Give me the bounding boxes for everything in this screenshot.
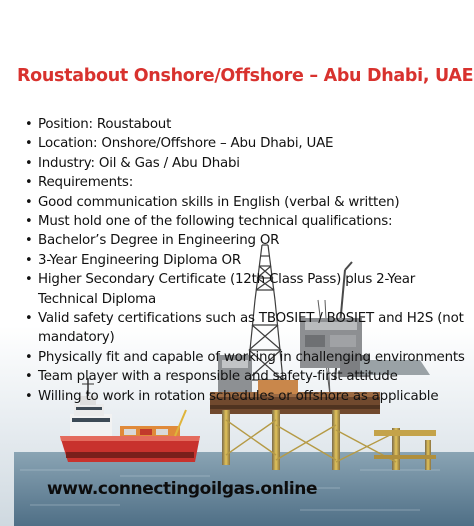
- bullet-icon: •: [25, 233, 33, 249]
- list-item: [24, 154, 470, 173]
- bullet-icon: •: [25, 252, 33, 268]
- list-item: [24, 309, 470, 348]
- list-item: [24, 387, 470, 406]
- list-item: [24, 115, 470, 134]
- list-item-text: Good communication skills in English (verbal & written): [38, 194, 400, 210]
- list-item-text: Higher Secondary Certificate (12th Class Pass) plus 2-Year Technical Diploma: [38, 272, 416, 307]
- bullet-icon: •: [25, 117, 33, 132]
- bullet-icon: •: [25, 136, 33, 152]
- bullet-icon: •: [25, 155, 33, 171]
- list-item-text: Valid safety certifications such as TBOSIET / BOSIET and H2S (not mandatory): [38, 311, 464, 346]
- list-item: [24, 348, 470, 367]
- list-item: [24, 134, 470, 153]
- bullet-icon: •: [25, 369, 33, 385]
- bullet-icon: •: [25, 175, 33, 191]
- list-item: [24, 212, 470, 231]
- job-title: Roustabout Onshore/Offshore – Abu Dhabi, UAE: [17, 66, 474, 86]
- list-item: [24, 173, 470, 192]
- list-item: [24, 367, 470, 386]
- list-item-text: Must hold one of the following technical qualifications:: [38, 214, 393, 230]
- list-item: [24, 231, 470, 250]
- bullet-icon: •: [25, 194, 33, 210]
- bullet-icon: •: [25, 272, 33, 288]
- bullet-icon: •: [25, 349, 33, 365]
- list-item-text: 3-Year Engineering Diploma OR: [38, 252, 241, 268]
- bullet-icon: •: [25, 311, 33, 327]
- list-item-text: Team player with a responsible and safety-first attitude: [38, 369, 398, 385]
- list-item: [24, 193, 470, 212]
- list-item-text: Bachelor’s Degree in Engineering OR: [38, 233, 280, 249]
- list-item-text: Physically fit and capable of working in challenging environments: [38, 349, 465, 365]
- list-item: [24, 251, 470, 270]
- list-item-text: Industry: Oil & Gas / Abu Dhabi: [38, 155, 240, 171]
- website-url[interactable]: www.connectingoilgas.online: [47, 479, 318, 499]
- bullet-icon: •: [25, 214, 33, 230]
- job-details-list: [24, 115, 470, 406]
- list-item-text: Willing to work in rotation schedules or offshore as applicable: [38, 388, 439, 404]
- list-item: [24, 270, 470, 309]
- bullet-icon: •: [25, 388, 33, 404]
- list-item-text: Requirements:: [38, 175, 134, 191]
- list-item-text: Location: Onshore/Offshore – Abu Dhabi, UAE: [38, 136, 334, 152]
- list-item-text: Position: Roustabout: [38, 117, 172, 132]
